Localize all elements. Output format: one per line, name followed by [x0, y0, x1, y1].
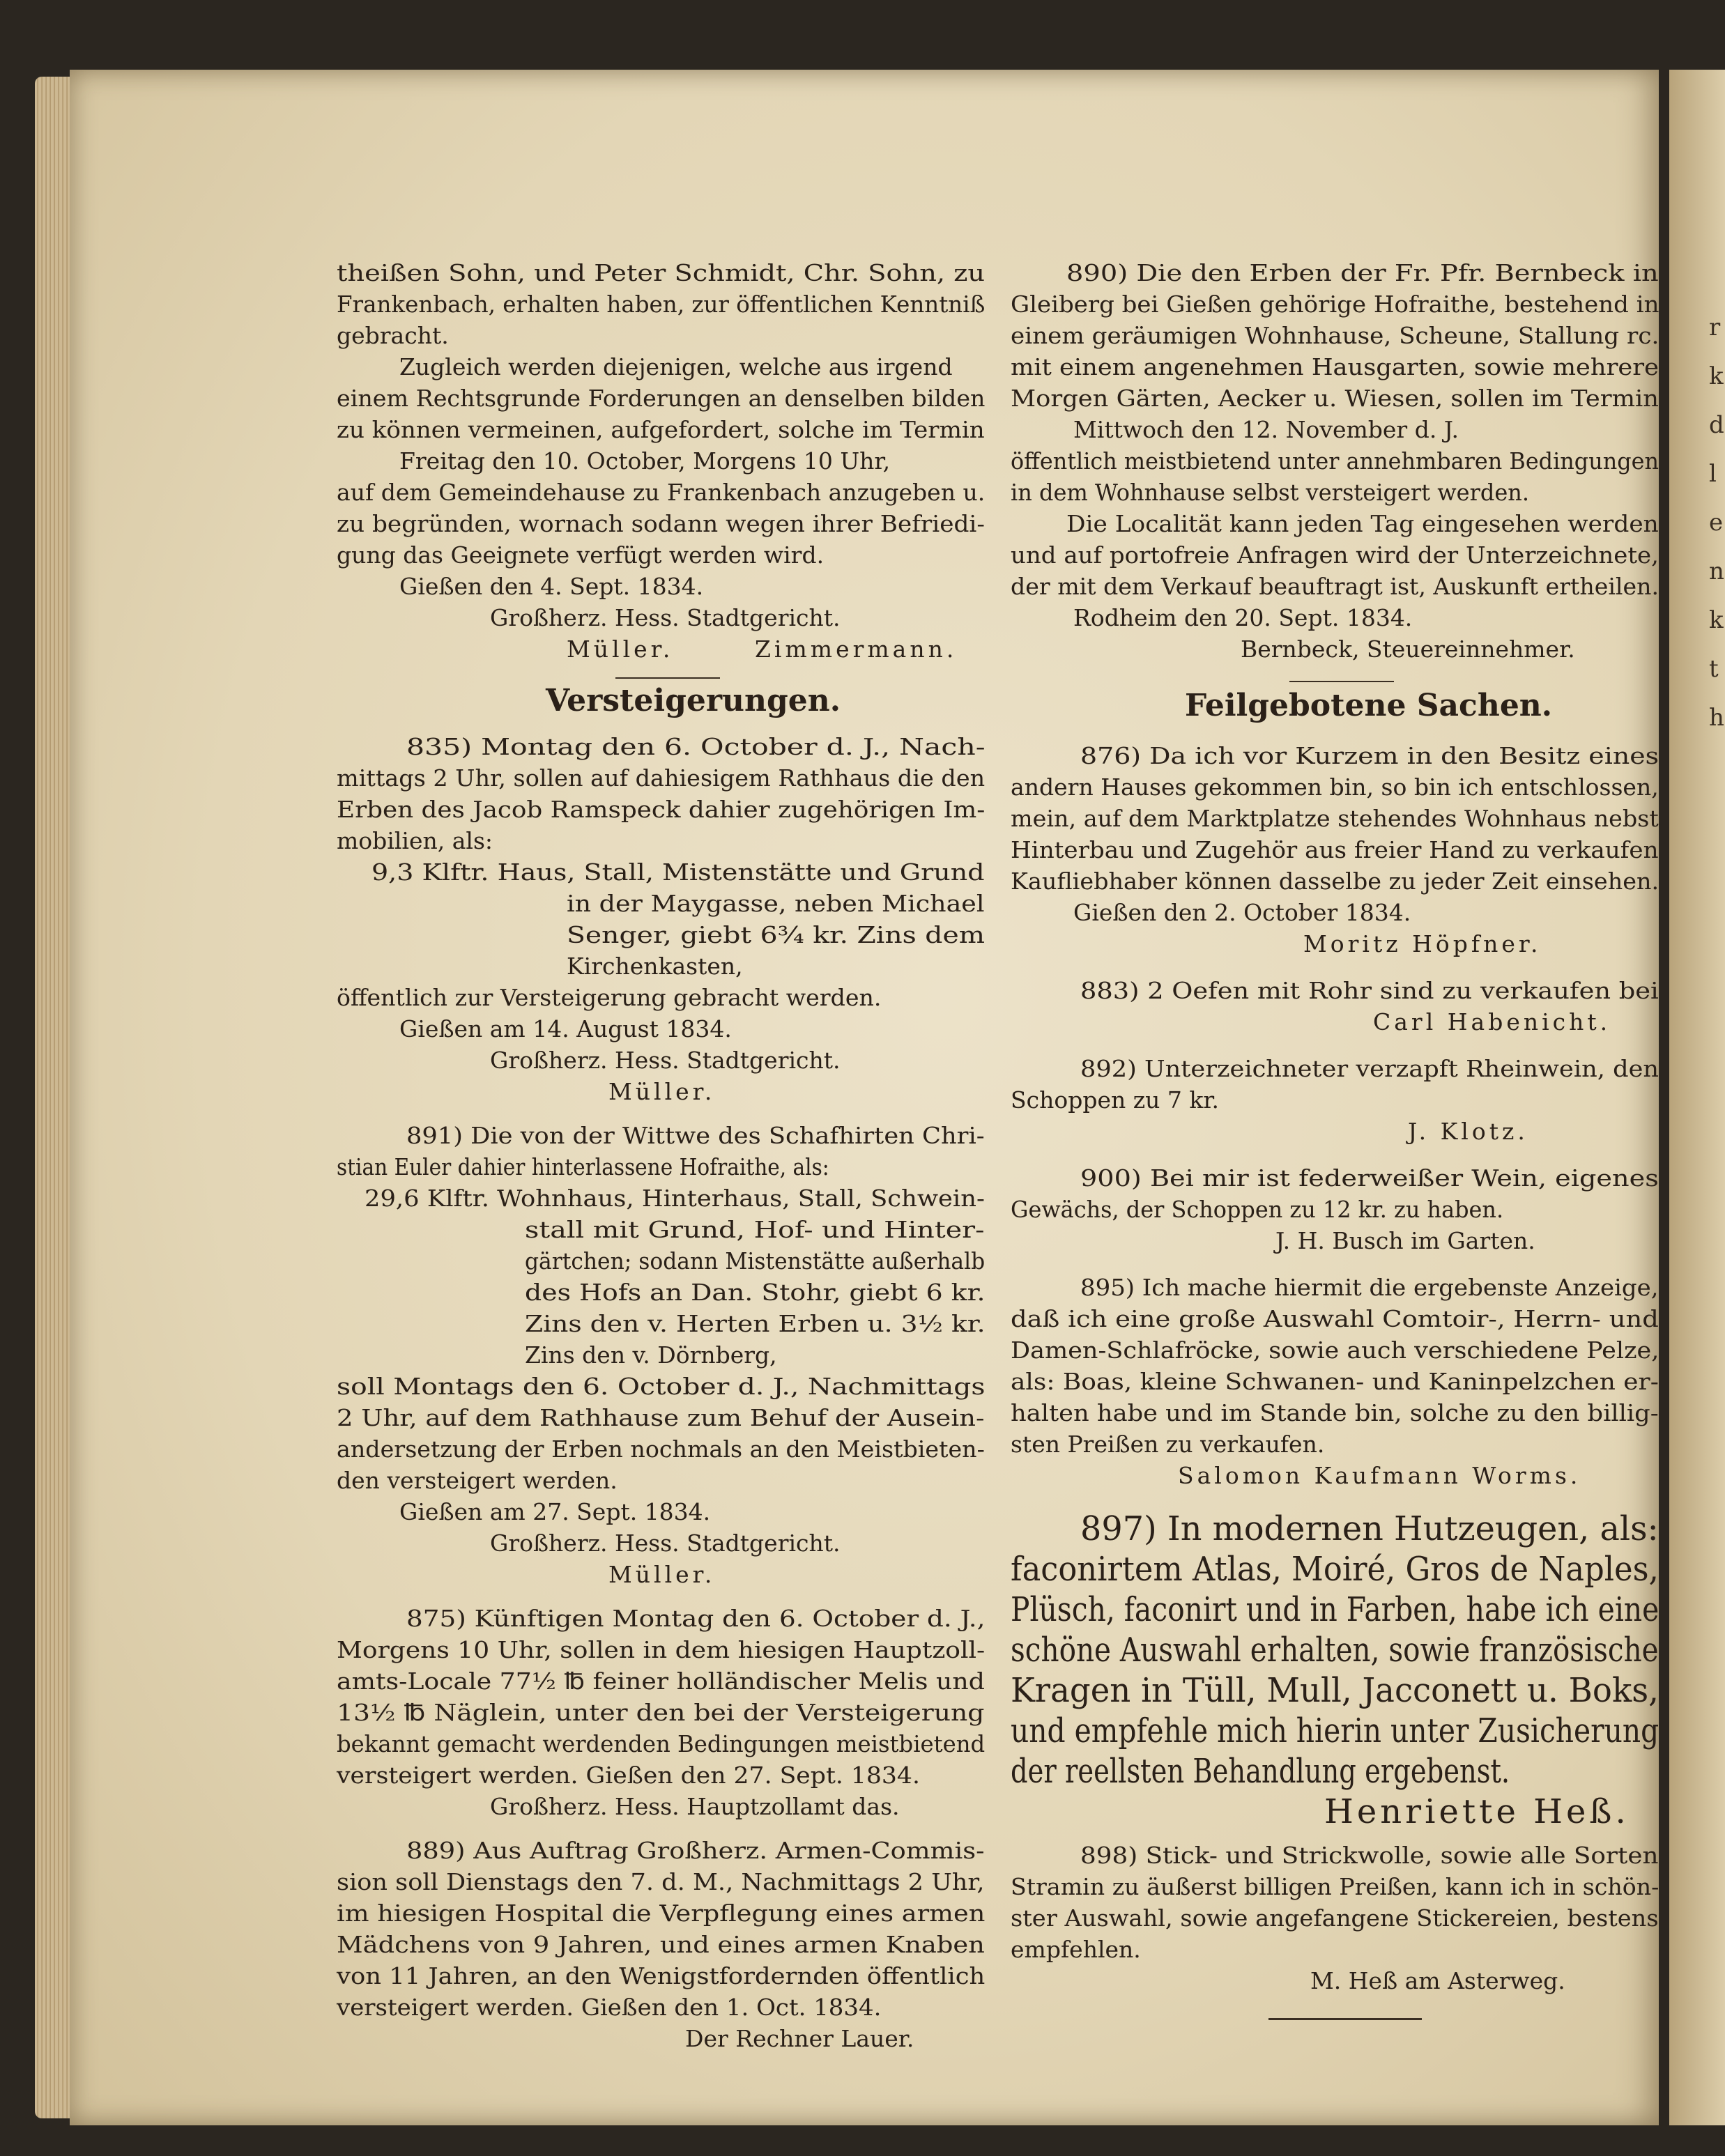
ad-line: stian Euler dahier hinterlassene Hofraithe, als:	[337, 1153, 829, 1180]
intro-line: zu begründen, wornach sodann wegen ihrer Befriedi-	[337, 510, 985, 537]
ad-line: Zins den v. Herten Erben u. 3½ kr.	[525, 1310, 986, 1337]
ad-line: Mädchens von 9 Jahren, und eines armen Knaben	[337, 1931, 985, 1958]
intro-signature: Zimmermann.	[755, 636, 958, 663]
ad-line: halten habe und im Stande bin, solche zu den billig-	[1011, 1399, 1659, 1426]
ad-line: im hiesigen Hospital die Verpflegung eines armen	[337, 1900, 986, 1927]
ad-line: sten Preißen zu verkaufen.	[1011, 1431, 1325, 1458]
ad-line: bekannt gemacht werdenden Bedingungen meistbietend	[337, 1730, 986, 1757]
ad-number-line: 835) Montag den 6. October d. J., Nach-	[406, 733, 986, 760]
ad-line: gärtchen; sodann Mistenstätte außerhalb	[525, 1247, 986, 1275]
ad-signature: Müller.	[608, 1078, 716, 1105]
intro-line: einem Rechtsgrunde Forderungen an denselben bilden	[337, 385, 986, 412]
ad-display-line: Plüsch, faconirt und in Farben, habe ich eine	[1011, 1590, 1659, 1629]
section-heading: Versteigerungen.	[546, 683, 841, 718]
ad-number-line: 876) Da ich vor Kurzem in den Besitz eines	[1080, 742, 1659, 769]
intro-place-date: Gießen den 4. Sept. 1834.	[399, 573, 704, 600]
facing-page-fragment: r	[1709, 314, 1721, 341]
ad-signature: Großherz. Hess. Hauptzollamt das.	[490, 1793, 900, 1820]
ad-line: Gleiberg bei Gießen gehörige Hofraithe, bestehend in	[1011, 291, 1659, 318]
ad-line: Erben des Jacob Ramspeck dahier zugehörigen Im-	[337, 796, 986, 823]
intro-line: Freitag den 10. October, Morgens 10 Uhr,	[399, 447, 891, 475]
ad-line: mobilien, als:	[337, 827, 493, 854]
ad-signature: Der Rechner Lauer.	[685, 2025, 914, 2052]
closing-rule	[1268, 2018, 1422, 2020]
ad-line: Kaufliebhaber können dasselbe zu jeder Zeit einsehen.	[1011, 868, 1659, 895]
facing-page-fragment: h	[1709, 704, 1724, 732]
ad-line: Damen-Schlafröcke, sowie auch verschiedene Pelze,	[1011, 1337, 1659, 1364]
facing-page-fragment: k	[1709, 362, 1724, 390]
ad-line: empfehlen.	[1011, 1936, 1141, 1963]
ad-line: Großherz. Hess. Stadtgericht.	[490, 1530, 841, 1557]
facing-page-fragment: t	[1709, 655, 1719, 683]
ad-signature: Bernbeck, Steuereinnehmer.	[1241, 636, 1575, 663]
ad-signature: Müller.	[608, 1561, 716, 1588]
ad-number-line: 875) Künftigen Montag den 6. October d. J.,	[406, 1605, 986, 1632]
ad-line: 29,6 Klftr. Wohnhaus, Hinterhaus, Stall, Schwein-	[365, 1185, 985, 1212]
ad-number-line: 895) Ich mache hiermit die ergebenste Anzeige,	[1080, 1274, 1659, 1301]
ad-display-line: der reellsten Behandlung ergebenst.	[1011, 1752, 1510, 1791]
ad-signature: M. Heß am Asterweg.	[1310, 1967, 1565, 1994]
ad-line: ster Auswahl, sowie angefangene Stickereien, bestens	[1011, 1904, 1659, 1932]
ad-line: Zins den v. Dörnberg,	[525, 1341, 777, 1369]
ad-display-line: 897) In modernen Hutzeugen, als:	[1080, 1509, 1659, 1548]
ad-line: 13½ ℔ Näglein, unter den bei der Versteigerung	[337, 1699, 985, 1726]
newspaper-page	[70, 70, 1659, 2125]
ad-line: andern Hauses gekommen bin, so bin ich entschlossen,	[1011, 773, 1659, 801]
ad-line: Gießen am 14. August 1834.	[399, 1015, 732, 1042]
ad-line: Die Localität kann jeden Tag eingesehen werden	[1066, 510, 1659, 537]
intro-line: Frankenbach, erhalten haben, zur öffentlichen Kenntniß	[337, 291, 986, 318]
ad-line: versteigert werden. Gießen den 1. Oct. 1834.	[337, 1994, 882, 2021]
ad-display-line: Kragen in Tüll, Mull, Jacconett u. Boks,	[1011, 1671, 1659, 1710]
ad-line: sion soll Dienstags den 7. d. M., Nachmittags 2 Uhr,	[337, 1868, 985, 1895]
ad-display-line: faconirtem Atlas, Moiré, Gros de Naples,	[1011, 1550, 1659, 1589]
intro-line: auf dem Gemeindehause zu Frankenbach anzugeben u.	[337, 479, 986, 506]
ad-line: mit einem angenehmen Hausgarten, sowie mehrere	[1011, 353, 1659, 380]
ad-line: Gießen am 27. Sept. 1834.	[399, 1498, 711, 1525]
ad-line: soll Montags den 6. October d. J., Nachmittags	[337, 1373, 986, 1400]
ad-signature: Moritz Höpfner.	[1303, 930, 1542, 957]
ad-number-line: 900) Bei mir ist federweißer Wein, eigenes	[1080, 1164, 1659, 1192]
ad-line: Gießen den 2. October 1834.	[1073, 899, 1411, 926]
ad-line: Gewächs, der Schoppen zu 12 kr. zu haben.	[1011, 1196, 1504, 1223]
ad-number-line: 898) Stick- und Strickwolle, sowie alle Sorten	[1080, 1842, 1659, 1869]
ad-line: Großherz. Hess. Stadtgericht.	[490, 1047, 841, 1074]
ad-line: in dem Wohnhause selbst versteigert werden.	[1011, 479, 1530, 506]
facing-page-fragment: k	[1709, 606, 1724, 634]
ad-line: mein, auf dem Marktplatze stehendes Wohnhaus nebst	[1011, 805, 1659, 832]
intro-line: Zugleich werden diejenigen, welche aus irgend	[399, 353, 953, 380]
intro-line: gebracht.	[337, 322, 449, 349]
intro-signature: Müller.	[567, 636, 674, 663]
ad-signature: J. Klotz.	[1408, 1118, 1528, 1145]
ad-line: öffentlich zur Versteigerung gebracht werden.	[337, 984, 882, 1011]
ad-line: Morgen Gärten, Aecker u. Wiesen, sollen im Termin	[1011, 385, 1659, 412]
facing-page-fragment: l	[1709, 460, 1717, 488]
ad-signature: Salomon Kaufmann Worms.	[1178, 1462, 1581, 1489]
ad-line: von 11 Jahren, an den Wenigstfordernden öffentlich	[337, 1962, 986, 1989]
ad-signature: J. H. Busch im Garten.	[1275, 1227, 1535, 1254]
ad-line: amts-Locale 77½ ℔ feiner holländischer Melis und	[337, 1668, 985, 1695]
ad-signature: Henriette Heß.	[1324, 1792, 1630, 1831]
ad-line: Hinterbau und Zugehör aus freier Hand zu verkaufen	[1011, 836, 1659, 863]
section-rule	[1289, 681, 1394, 682]
ad-line: versteigert werden. Gießen den 27. Sept. 1834.	[337, 1762, 920, 1789]
ad-line: Mittwoch den 12. November d. J.	[1073, 416, 1459, 443]
ad-signature: Carl Habenicht.	[1373, 1008, 1611, 1035]
ad-display-line: und empfehle mich hierin unter Zusicherung	[1011, 1711, 1659, 1750]
ad-line: Senger, giebt 6¾ kr. Zins dem	[567, 921, 985, 948]
ad-line: stall mit Grund, Hof- und Hinter-	[525, 1216, 985, 1243]
ad-display-line: schöne Auswahl erhalten, sowie französische	[1011, 1631, 1659, 1670]
intro-line: zu können vermeinen, aufgefordert, solche im Termin	[337, 416, 985, 443]
ad-line: 9,3 Klftr. Haus, Stall, Mistenstätte und Grund	[371, 858, 985, 886]
ad-line: Stramin zu äußerst billigen Preißen, kann ich in schön-	[1011, 1873, 1659, 1900]
facing-page-fragment: n	[1709, 557, 1724, 585]
ad-line: öffentlich meistbietend unter annehmbaren Bedingungen	[1011, 447, 1659, 475]
ad-line: den versteigert werden.	[337, 1467, 618, 1494]
intro-line: gung das Geeignete verfügt werden wird.	[337, 541, 825, 569]
ad-line: Morgens 10 Uhr, sollen in dem hiesigen Hauptzoll-	[337, 1636, 986, 1663]
ad-line: Schoppen zu 7 kr.	[1011, 1086, 1219, 1114]
ad-line: Kirchenkasten,	[567, 953, 743, 980]
ad-line: Rodheim den 20. Sept. 1834.	[1073, 604, 1413, 631]
intro-court: Großherz. Hess. Stadtgericht.	[490, 604, 841, 631]
ad-line: mittags 2 Uhr, sollen auf dahiesigem Rathhaus die den	[337, 764, 986, 792]
ad-number-line: 890) Die den Erben der Fr. Pfr. Bernbeck in	[1066, 259, 1659, 286]
section-rule	[615, 677, 720, 679]
ad-line: des Hofs an Dan. Stohr, giebt 6 kr.	[525, 1279, 986, 1306]
ad-line: 2 Uhr, auf dem Rathhause zum Behuf der Ausein-	[337, 1404, 985, 1431]
ad-number-line: 883) 2 Oefen mit Rohr sind zu verkaufen bei	[1080, 977, 1659, 1004]
ad-line: daß ich eine große Auswahl Comtoir-, Herrn- und	[1011, 1305, 1659, 1332]
facing-page-fragment: e	[1709, 509, 1724, 537]
ad-line: in der Maygasse, neben Michael	[567, 890, 985, 917]
ad-line: als: Boas, kleine Schwanen- und Kaninpelzchen er-	[1011, 1368, 1659, 1395]
intro-line: theißen Sohn, und Peter Schmidt, Chr. Sohn, zu	[337, 259, 986, 286]
section-heading: Feilgebotene Sachen.	[1185, 688, 1553, 723]
ad-line: andersetzung der Erben nochmals an den Meistbieten-	[337, 1435, 985, 1463]
facing-page-fragment: d	[1709, 411, 1724, 439]
ad-line: und auf portofreie Anfragen wird der Unterzeichnete,	[1011, 541, 1659, 569]
ad-number-line: 892) Unterzeichneter verzapft Rheinwein, den	[1080, 1055, 1659, 1082]
ad-line: einem geräumigen Wohnhause, Scheune, Stallung rc.	[1011, 322, 1659, 349]
ad-line: der mit dem Verkauf beauftragt ist, Auskunft ertheilen.	[1011, 573, 1659, 600]
ad-number-line: 891) Die von der Wittwe des Schafhirten Chri-	[406, 1122, 985, 1149]
ad-number-line: 889) Aus Auftrag Großherz. Armen-Commis-	[406, 1837, 985, 1864]
